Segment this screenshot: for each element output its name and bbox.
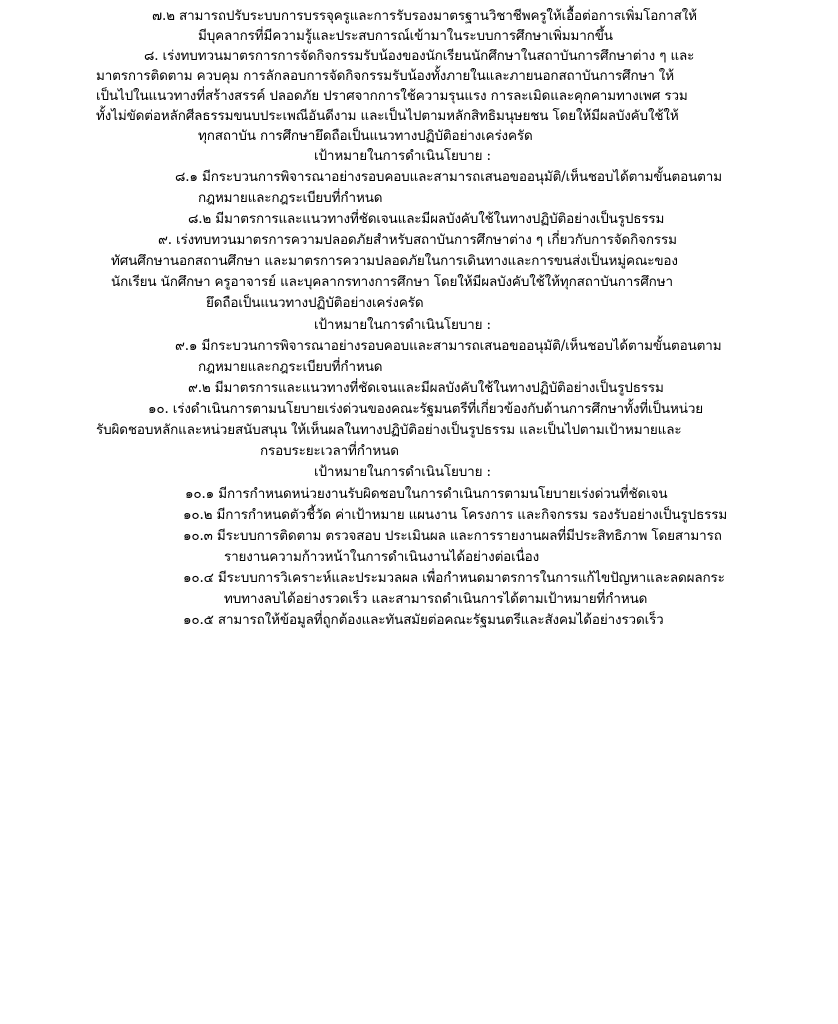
text-line-10: ๑๐. เร่งดำเนินการตามนโยบายเร่งด่วนของคณะรัฐมนตรีที่เกี่ยวข้องกับด้านการศึกษาทั้งที่เป็นหน่วย	[148, 401, 704, 417]
text-line-10-4: ๑๐.๔ มีระบบการวิเคราะห์และประมวลผล เพื่อกำหนดมาตรการในการแก้ไขปัญหาและลดผลกระ	[183, 570, 725, 586]
text-line-8-2: ๘.๒ มีมาตรการและแนวทางที่ชัดเจนและมีผลบังคับใช้ในทางปฏิบัติอย่างเป็นรูปธรรม	[188, 211, 665, 227]
text-line-8: ๘. เร่งทบทวนมาตรการการจัดกิจกรรมรับน้องของนักเรียนนักศึกษาในสถาบันการศึกษาต่าง ๆ และ	[144, 48, 695, 64]
goal-heading-9: เป้าหมายในการดำเนินโยบาย :	[314, 317, 491, 333]
text-line-10-4-cont: ทบทางลบได้อย่างรวดเร็ว และสามารถดำเนินการได้ตามเป้าหมายที่กำหนด	[224, 591, 648, 607]
text-line-9: ๙. เร่งทบทวนมาตรการความปลอดภัยสำหรับสถาบันการศึกษาต่าง ๆ เกี่ยวกับการจัดกิจกรรม	[158, 232, 677, 248]
text-line-8-cont-4: ทุกสถาบัน การศึกษายึดถือเป็นแนวทางปฏิบัติอย่างเคร่งครัด	[198, 128, 533, 144]
text-line-8-1-cont: กฎหมายและกฎระเบียบที่กำหนด	[198, 190, 383, 206]
text-line-10-cont-2: กรอบระยะเวลาที่กำหนด	[260, 443, 399, 459]
text-line-10-3-cont: รายงานความก้าวหน้าในการดำเนินงานได้อย่างต่อเนื่อง	[224, 549, 540, 565]
text-line-7-2: ๗.๒ สามารถปรับระบบการบรรจุครูและการรับรองมาตรฐานวิชาชีพครูให้เอื้อต่อการเพิ่มโอกาสให้	[152, 8, 697, 24]
text-line-10-2: ๑๐.๒ มีการกำหนดตัวชี้วัด ค่าเป้าหมาย แผนงาน โครงการ และกิจกรรม รองรับอย่างเป็นรูปธรรม	[183, 507, 728, 523]
text-line-9-cont-1: ทัศนศึกษานอกสถานศึกษา และมาตรการความปลอดภัยในการเดินทางและการขนส่งเป็นหมู่คณะของ	[111, 253, 678, 269]
text-line-10-5: ๑๐.๕ สามารถให้ข้อมูลที่ถูกต้องและทันสมัยต่อคณะรัฐมนตรีและสังคมได้อย่างรวดเร็ว	[183, 612, 664, 628]
text-line-8-cont-2: เป็นไปในแนวทางที่สร้างสรรค์ ปลอดภัย ปราศจากการใช้ความรุนแรง การละเมิดและคุกคามทางเพศ รวม	[96, 88, 688, 104]
text-line-8-cont-1: มาตรการติดตาม ควบคุม การลักลอบการจัดกิจกรรมรับน้องทั้งภายในและภายนอกสถาบันการศึกษา ให้	[96, 68, 674, 84]
goal-heading-8: เป้าหมายในการดำเนินโยบาย :	[314, 148, 491, 164]
text-line-7-2-cont: มีบุคลากรที่มีความรู้และประสบการณ์เข้ามาในระบบการศึกษาเพิ่มมากขึ้น	[198, 28, 613, 44]
text-line-10-cont-1: รับผิดชอบหลักและหน่วยสนับสนุน ให้เห็นผลในทางปฏิบัติอย่างเป็นรูปธรรม และเป็นไปตามเป้าหมายและ	[96, 422, 682, 438]
goal-heading-10: เป้าหมายในการดำเนินโยบาย :	[314, 464, 491, 480]
text-line-8-1: ๘.๑ มีกระบวนการพิจารณาอย่างรอบคอบและสามารถเสนอขออนุมัติ/เห็นชอบได้ตามขั้นตอนตาม	[175, 169, 722, 185]
text-line-10-3: ๑๐.๓ มีระบบการติดตาม ตรวจสอบ ประเมินผล และการรายงานผลที่มีประสิทธิภาพ โดยสามารถ	[183, 528, 722, 544]
text-line-9-2: ๙.๒ มีมาตรการและแนวทางที่ชัดเจนและมีผลบังคับใช้ในทางปฏิบัติอย่างเป็นรูปธรรม	[188, 380, 664, 396]
text-line-9-cont-2: นักเรียน นักศึกษา ครูอาจารย์ และบุคลากรทางการศึกษา โดยให้มีผลบังคับใช้ให้ทุกสถาบันการศึกษา	[111, 274, 673, 290]
text-line-9-1: ๙.๑ มีกระบวนการพิจารณาอย่างรอบคอบและสามารถเสนอขออนุมัติ/เห็นชอบได้ตามขั้นตอนตาม	[175, 338, 722, 354]
text-line-10-1: ๑๐.๑ มีการกำหนดหน่วยงานรับผิดชอบในการดำเนินการตามนโยบายเร่งด่วนที่ชัดเจน	[185, 486, 668, 502]
text-line-9-cont-3: ยึดถือเป็นแนวทางปฏิบัติอย่างเคร่งครัด	[206, 295, 424, 311]
text-line-8-cont-3: ทั้งไม่ขัดต่อหลักศีลธรรมขนบประเพณีอันดีงาม และเป็นไปตามหลักสิทธิมนุษยชน โดยให้มีผลบังคับใช้ให้	[96, 108, 679, 124]
text-line-9-1-cont: กฎหมายและกฎระเบียบที่กำหนด	[198, 359, 383, 375]
